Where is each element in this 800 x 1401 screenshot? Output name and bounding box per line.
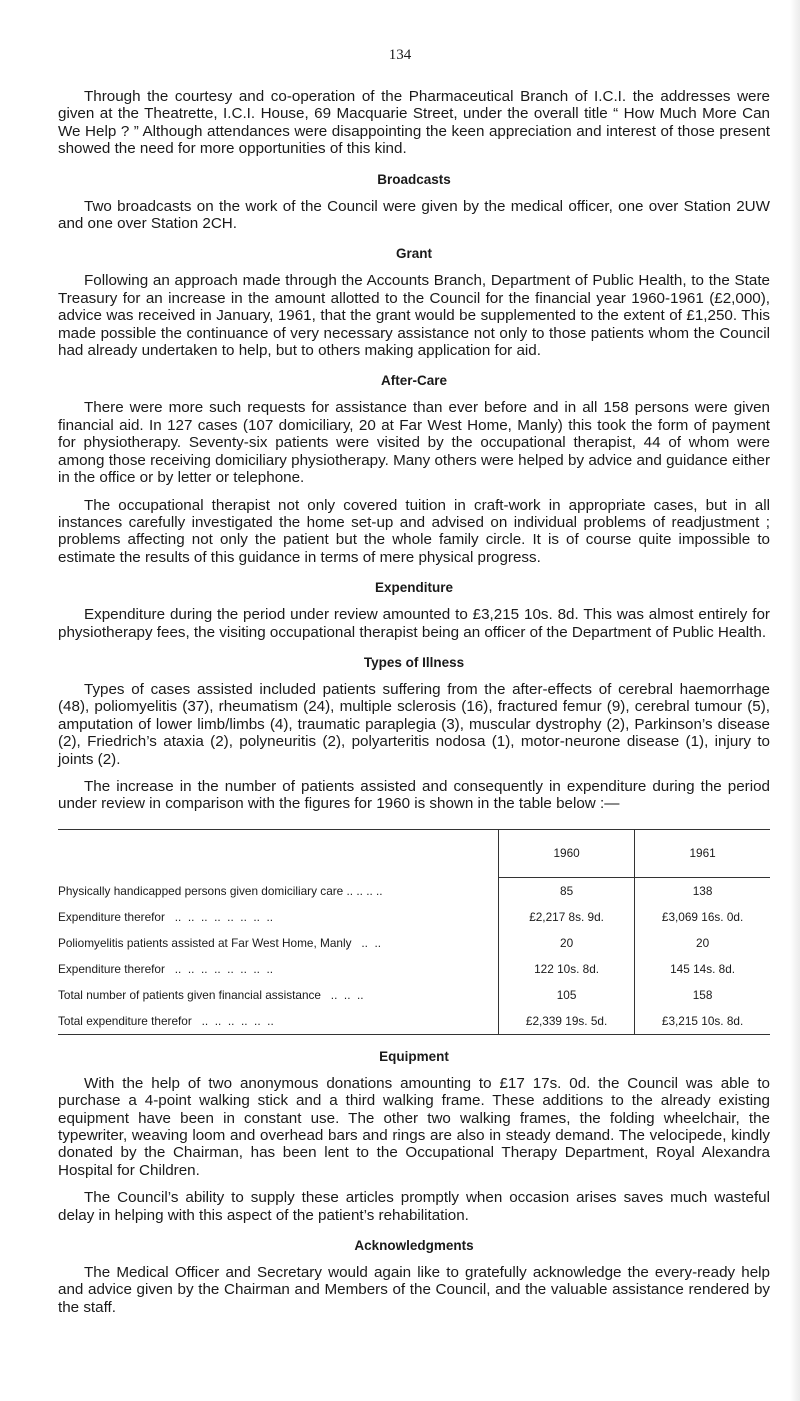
table-row: [58, 904, 770, 930]
table-row: [58, 930, 770, 956]
expenditure-paragraph: Expenditure during the period under review amounted to £3,215 10s. 8d. This was almost entirely for physiotherapy fees, the visiting occupational therapist being an officer of the Department of Public Health.: [58, 606, 770, 641]
types-of-illness-paragraph-2: The increase in the number of patients assisted and consequently in expenditure during the period under review in comparison with the figures for 1960 is shown in the table below :—: [58, 777, 770, 813]
table-row: [58, 982, 770, 1008]
row-label: Expenditure therefor .. .. .. .. .. .. .. ..: [58, 909, 274, 924]
table-header-blank: [58, 829, 499, 877]
row-value-1961: £3,069 16s. 0d.: [635, 904, 770, 930]
acknowledgments-paragraph: The Medical Officer and Secretary would again like to gratefully acknowledge the every-ready help and advice given by the Chairman and Members of the Council, and the valuable assistance rendered by the staff.: [58, 1264, 770, 1316]
row-value-1961: 158: [635, 982, 770, 1008]
broadcasts-paragraph: Two broadcasts on the work of the Council were given by the medical officer, one over Station 2UW and one over Station 2CH.: [58, 197, 770, 233]
row-value-1960: 105: [499, 982, 635, 1008]
page-edge-shadow: [790, 0, 800, 1401]
heading-broadcasts: Broadcasts: [377, 171, 451, 187]
row-value-1961: 20: [635, 930, 770, 956]
heading-expenditure: Expenditure: [374, 580, 453, 596]
heading-after-care: After-Care: [380, 373, 448, 389]
row-label: Total expenditure therefor .. .. .. .. .. ..: [58, 1013, 274, 1028]
table-row: [58, 877, 770, 904]
types-of-illness-paragraph-1: Types of cases assisted included patients suffering from the after-effects of cerebral haemorrhage (48), poliomyelitis (37), rheumatism (24), multiple sclerosis (16), fractured femur (9), cerebral tumour (5), amputation of lower limb/limbs (4), traumatic paraplegia (3), muscular dystrophy (2), Parkinson’s disease (2), Friedrich’s ataxia (2), polyneuritis (2), polyarteritis nodosa (1), motor-neurone disease (1), injury to joints (2).: [58, 680, 770, 768]
heading-acknowledgments: Acknowledgments: [354, 1238, 474, 1254]
row-value-1961: 138: [635, 877, 770, 904]
intro-paragraph: Through the courtesy and co-operation of the Pharmaceutical Branch of I.C.I. the addresses were given at the Theatrette, I.C.I. House, 69 Macquarie Street, under the overall title “ How Much More Can We Help ? ” Although attendances were disappointing the keen appreciation and interest of those present showed the need for more opportunities of this kind.: [58, 88, 770, 158]
table-header-1961: 1961: [635, 829, 770, 877]
row-value-1961: £3,215 10s. 8d.: [635, 1008, 770, 1035]
grant-paragraph: Following an approach made through the Accounts Branch, Department of Public Health, to the State Treasury for an increase in the amount allotted to the Council for the financial year 1960-1961 (£2,000), advice was received in January, 1961, that the grant would be supplemented to the extent of £1,250. This made possible the continuance of very necessary assistance not only to those patients whom the Council had already undertaken to help, but to others making application for aid.: [58, 272, 770, 360]
after-care-paragraph-1: There were more such requests for assistance than ever before and in all 158 persons were given financial aid. In 127 cases (107 domiciliary, 20 at Far West Home, Manly) this took the form of payment for physiotherapy. Seventy-six patients were visited by the occupational therapist, 44 of whom were among those receiving domiciliary physiotherapy. Many others were helped by advice and guidance either in the office or by letter or telephone.: [58, 399, 770, 487]
heading-grant: Grant: [395, 246, 432, 262]
comparison-table: [58, 829, 770, 1035]
row-label: Total number of patients given financial assistance .. .. ..: [58, 987, 364, 1002]
page-number: 134: [388, 47, 412, 63]
table-header-1960: 1960: [499, 829, 635, 877]
row-value-1960: £2,217 8s. 9d.: [499, 904, 635, 930]
row-value-1960: 122 10s. 8d.: [499, 956, 635, 982]
page-content: [58, 88, 770, 1316]
table-row: [58, 1008, 770, 1035]
table-header-row: [58, 829, 770, 877]
heading-types-of-illness: Types of Illness: [363, 654, 465, 670]
row-value-1961: 145 14s. 8d.: [635, 956, 770, 982]
heading-equipment: Equipment: [379, 1048, 449, 1064]
row-value-1960: 85: [499, 877, 635, 904]
row-value-1960: 20: [499, 930, 635, 956]
equipment-paragraph-1: With the help of two anonymous donations amounting to £17 17s. 0d. the Council was able to purchase a 4-point walking stick and a third walking frame. These additions to the already existing equipment have been in constant use. The other two walking frames, the folding wheelchair, the typewriter, weaving loom and overhead bars and rings are also in steady demand. The velocipede, kindly donated by the Chairman, has been lent to the Occupational Therapy Department, Royal Alexandra Hospital for Children.: [58, 1074, 770, 1179]
row-label: Physically handicapped persons given domiciliary care .. .. .. ..: [58, 883, 383, 898]
table-row: [58, 956, 770, 982]
row-label: Expenditure therefor .. .. .. .. .. .. .. ..: [58, 961, 274, 976]
row-label: Poliomyelitis patients assisted at Far West Home, Manly .. ..: [58, 935, 381, 950]
after-care-paragraph-2: The occupational therapist not only covered tuition in craft-work in appropriate cases, but in all instances carefully investigated the home set-up and advised on individual problems of readjustment ; problems affecting not only the patient but the whole family circle. It is of course quite impossible to estimate the results of this guidance in terms of mere physical progress.: [58, 496, 770, 566]
row-value-1960: £2,339 19s. 5d.: [499, 1008, 635, 1035]
equipment-paragraph-2: The Council’s ability to supply these articles promptly when occasion arises saves much wasteful delay in helping with this aspect of the patient’s rehabilitation.: [58, 1189, 770, 1224]
